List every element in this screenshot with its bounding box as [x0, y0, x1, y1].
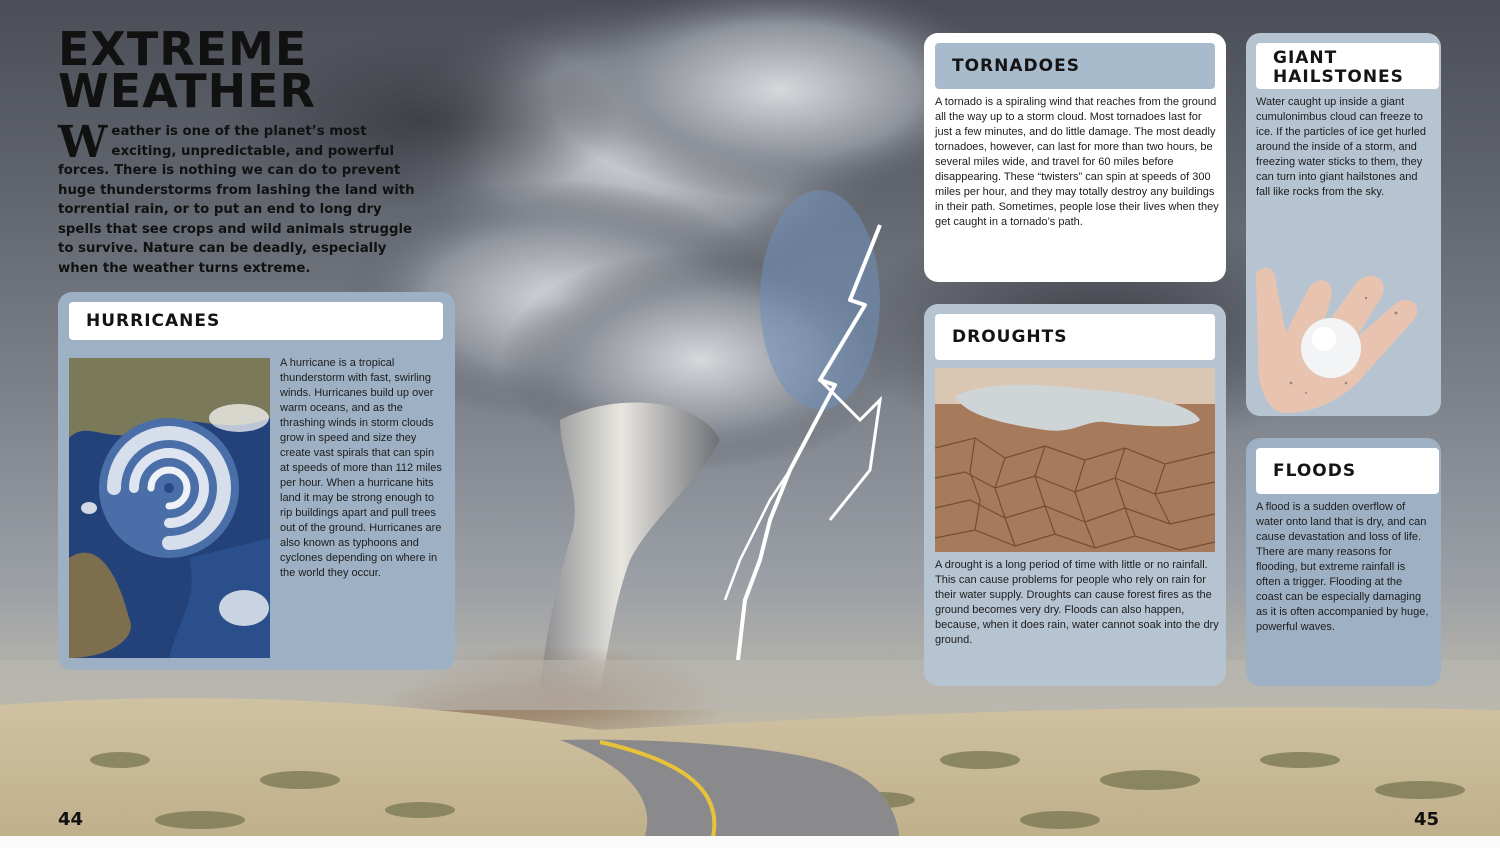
page-number-left: 44 [58, 809, 84, 830]
intro-dropcap: W [58, 117, 108, 168]
cracked-earth-illustration [935, 368, 1215, 552]
hailstones-card [1246, 33, 1441, 416]
tornadoes-card [924, 33, 1226, 282]
title-line-1: EXTREME [58, 22, 308, 76]
hurricanes-text: A hurricane is a tropical thunderstorm with fast, swirling winds. Hurricanes build up over warm oceans, and as the thrashing winds in storm clouds grow in speed and size they create vast spirals that can spin at speeds of more than 112 miles per hour. When a hurricane hits land it may be strong enough to rip buildings apart and pull trees out of the ground. Hurricanes are also known as typhoons and cyclones depending on where in the world they occur. [280, 357, 442, 579]
droughts-heading: DROUGHTS [935, 314, 1215, 360]
hailstones-heading-line-2: HAILSTONES [1273, 67, 1404, 87]
page-bottom-edge [0, 836, 1500, 848]
droughts-text: A drought is a long period of time with little or no rainfall. This can cause problems for people who rely on rain for their water supply. Droughts can cause forest fires as the ground becomes very dry. Floods can also happen, because, when it does rain, water cannot soak into the dry ground. [935, 559, 1219, 646]
hailstones-heading-line-1: GIANT [1273, 48, 1338, 68]
page-title [58, 22, 316, 118]
droughts-card [924, 304, 1226, 686]
hurricanes-card [58, 292, 455, 670]
drought-image [935, 368, 1215, 552]
page-number-right: 45 [1414, 809, 1440, 830]
hailstone-hand-image [1246, 253, 1441, 416]
hurricane-satellite-image [69, 358, 270, 658]
floods-heading: FLOODS [1256, 448, 1439, 494]
hurricane-satellite-illustration [69, 358, 270, 658]
floods-text: A flood is a sudden overflow of water onto land that is dry, and can cause devastation and loss of life. There are many reasons for flooding, but extreme rainfall is often a trigger. Flooding at the coast can be especially damaging as it is often accompanied by huge, powerful waves. [1256, 501, 1429, 633]
intro-paragraph [58, 117, 420, 278]
hailstones-text: Water caught up inside a giant cumulonimbus cloud can freeze to ice. If the particles of ice get hurled around the inside of a storm, and freezing water sticks to them, they can turn into giant hailstones and fall like rocks from the sky. [1256, 96, 1426, 198]
title-line-2: WEATHER [58, 64, 316, 118]
hurricanes-heading: HURRICANES [69, 302, 443, 340]
hand-holding-hailstone-illustration [1246, 253, 1441, 416]
hailstones-heading [1256, 43, 1439, 89]
tornadoes-text: A tornado is a spiraling wind that reaches from the ground all the way up to a storm cloud. Most tornadoes last for just a few minutes, and do little damage. The most deadly tornadoes, however, can last for more than two hours, be several miles wide, and travel for 60 miles before disappearing. These “twisters” can spin at speeds of 300 miles per hour, and they may totally destroy any buildings in their path. Sometimes, people lose their lives when they get caught in a tornado’s path. [935, 96, 1219, 228]
intro-text: eather is one of the planet’s most exciting, unpredictable, and powerful forces. There is nothing we can do to prevent huge thunderstorms from lashing the land with torrential rain, or to put an end to long dry spells that see crops and wild animals struggle to survive. Nature can be deadly, especially when the weather turns extreme. [58, 124, 415, 276]
tornadoes-heading: TORNADOES [935, 43, 1215, 89]
floods-card [1246, 438, 1441, 686]
